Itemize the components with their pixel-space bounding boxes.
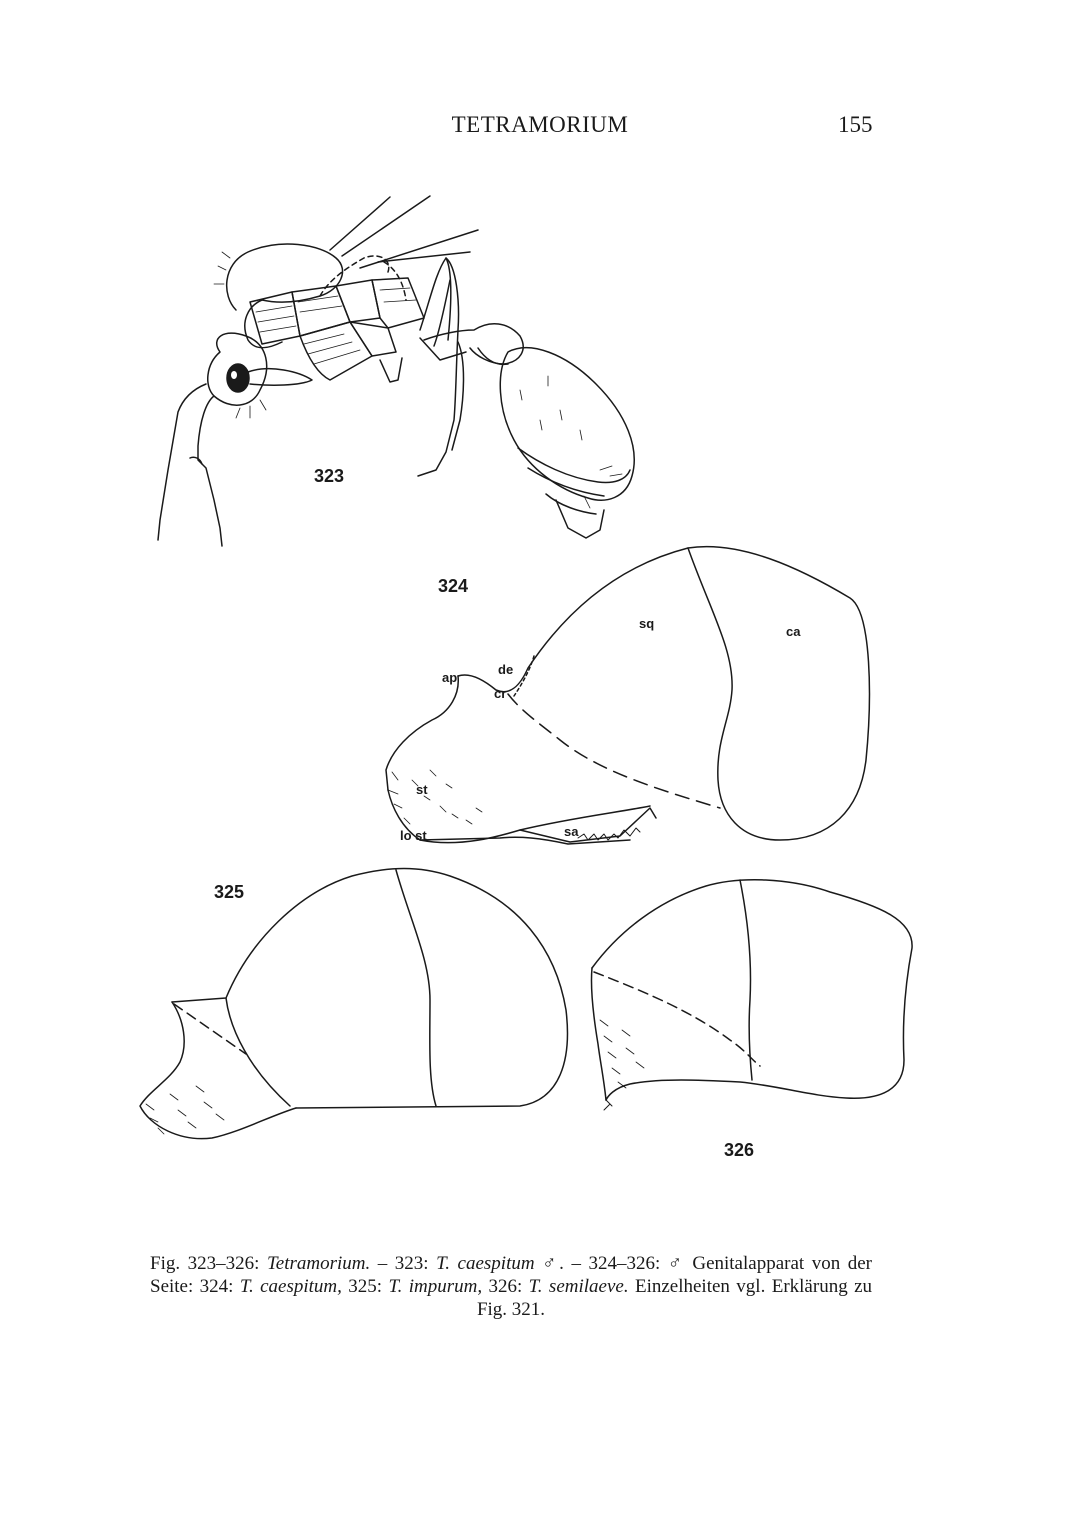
figure-caption: Fig. 323–326: Tetramorium. – 323: T. caespitum ♂. – 324–326: ♂ Genitalapparat von der Seite: 324: T. caespitum, 325: T. impurum, 326: T. semilaeve. Einzelheiten vgl. Erklärung zu Fig. 321. xyxy=(150,1253,873,1320)
running-header-title: TETRAMORIUM xyxy=(451,112,629,137)
page-number: 155 xyxy=(838,112,873,137)
figure-number-323: 323 xyxy=(314,466,345,486)
figure-323-ant-drawing xyxy=(158,196,634,546)
label-ap: ap xyxy=(442,670,458,685)
label-ca: ca xyxy=(786,624,801,639)
label-sa: sa xyxy=(564,824,579,839)
figure-number-325: 325 xyxy=(214,882,245,902)
label-st: st xyxy=(416,782,428,797)
figure-number-326: 326 xyxy=(724,1140,755,1160)
label-lo-st: lo st xyxy=(400,828,427,843)
figure-326-genitalia-drawing xyxy=(591,880,912,1110)
label-de: de xyxy=(498,662,514,677)
figure-number-324: 324 xyxy=(438,576,469,596)
label-sq: sq xyxy=(639,616,655,631)
figure-325-genitalia-drawing xyxy=(140,869,567,1139)
label-cr: cr xyxy=(494,686,507,701)
